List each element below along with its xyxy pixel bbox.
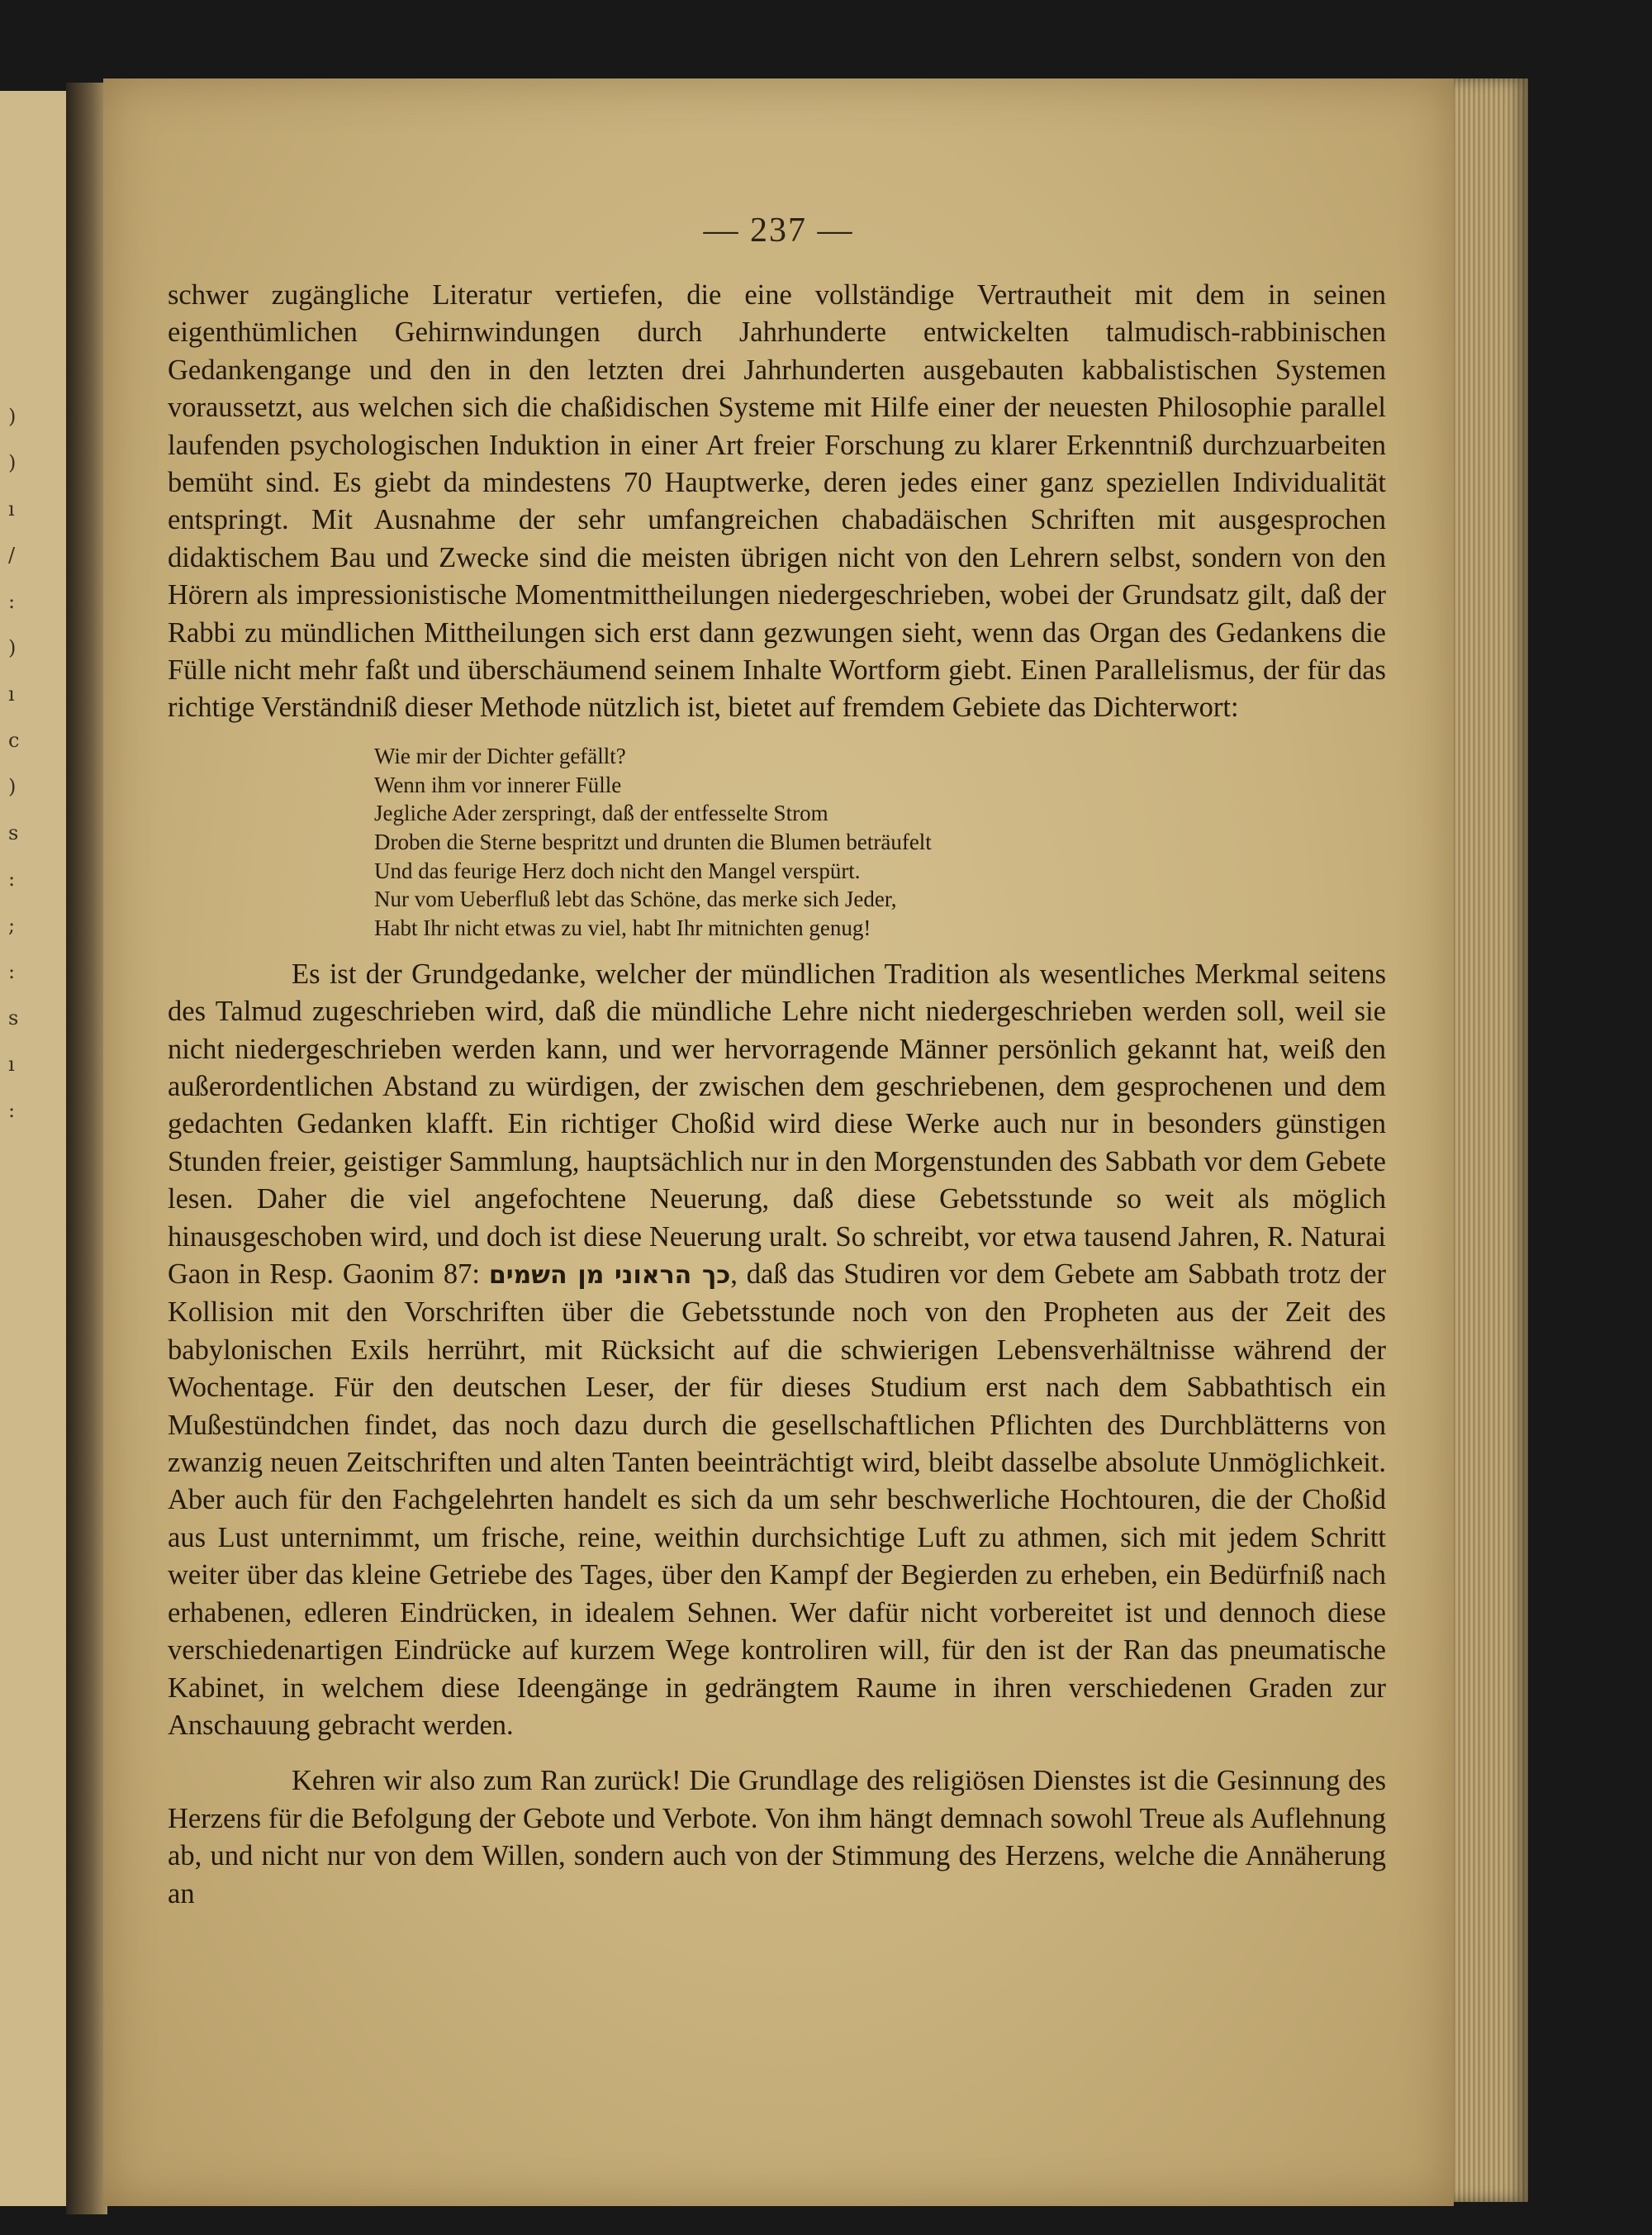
margin-mark: s xyxy=(8,1006,19,1030)
paragraph-3: Kehren wir also zum Ran zurück! Die Grundlage des religiösen Dienstes ist die Gesinnung des Herzens für die Befolgung der Gebote und Verbote. Von ihm hängt demnach sowohl Treue als Auflehnung ab, und nicht nur von dem Willen, sondern auch von der Stimmung des Herzens, welche die Annäherung an xyxy=(168,1765,1386,1909)
poem-line: Droben die Sterne bespritzt und drunten die Blumen beträufelt xyxy=(374,829,932,854)
paragraph-2-text-b: , daß das Studiren vor dem Gebete am Sabbath trotz der Kollision mit den Vorschriften über die Gebetsstunde noch von den Propheten aus der Zeit des babylonischen Exils herrührt, mit Rücksicht auf die schwierigen Lebensverhältnisse während der Wochentage. Für den deutschen Leser, der für dieses Studium erst nach dem Sabbathtisch ein Mußestündchen findet, das noch dazu durch die gesellschaftlichen Pflichten des Durchblätterns von zwanzig neuen Zeitschriften und alten Tanten beeinträchtigt wird, bleibt dasselbe absolute Unmöglichkeit. Aber auch für den Fachgelehrten handelt es sich da um sehr beschwerliche Hochtouren, die der Choßid aus Lust unternimmt, um frische, reine, weithin durchsichtige Luft zu athmen, sich mit jedem Schritt weiter über das kleine Getriebe des Tages, über den Kampf der Begierden zu erheben, ein Bedürfniß nach erhabenen, edleren Eindrücken, in idealem Sehnen. Wer dafür nicht vorbereitet ist und dennoch diese verschiedenartigen Eindrücke auf kurzem Wege kontroliren will, für den ist der Ran das pneumatische Kabinet, in welchem diese Ideengänge in gedrängtem Raume in ihren verschiedenen Graden zur Anschauung gebracht werden. xyxy=(168,1258,1387,1741)
margin-mark: / xyxy=(8,544,16,567)
margin-mark: ı xyxy=(8,682,15,706)
left-page-margin-marks xyxy=(8,405,50,1145)
book-gutter xyxy=(66,83,107,2214)
left-page-edge xyxy=(0,91,69,2206)
margin-mark: ) xyxy=(8,451,17,474)
margin-mark: : xyxy=(8,590,16,613)
page-edges xyxy=(1450,78,1528,2202)
poem-line: Habt Ihr nicht etwas zu viel, habt Ihr mitnichten genug! xyxy=(374,915,871,941)
margin-mark: ı xyxy=(8,1053,15,1076)
poem-line: Wenn ihm vor innerer Fülle xyxy=(374,772,622,797)
margin-mark: ; xyxy=(8,914,16,937)
poem-quote xyxy=(374,742,1386,943)
poem-line: Und das feurige Herz doch nicht den Mangel verspürt. xyxy=(374,858,861,883)
margin-mark: ı xyxy=(8,497,15,521)
margin-mark: : xyxy=(8,1099,16,1122)
hebrew-quote: כך הראוני מן השמים xyxy=(488,1261,731,1291)
margin-mark: s xyxy=(8,821,19,844)
margin-mark: c xyxy=(8,729,20,752)
paragraph-2 xyxy=(168,956,1386,1745)
page-number: — 237 — xyxy=(703,212,854,250)
margin-mark: : xyxy=(8,960,16,983)
margin-mark: ) xyxy=(8,775,17,798)
paragraph-2-text-a: Es ist der Grundgedanke, welcher der mündlichen Tradition als wesentliches Merkmal seitens des Talmud zugeschrieben wird, daß die mündliche Lehre nicht niedergeschrieben werden soll, weil sie nicht niedergeschrieben werden kann, und wer hervorragende Männer persönlich gekannt hat, weiß den außerordentlichen Abstand zu würdigen, der zwischen dem geschriebenen, dem gesprochenen und dem gedachten Gedanken klafft. Ein richtiger Choßid wird diese Werke auch nur in besonders günstigen Stunden freier, geistiger Sammlung, hauptsächlich nur in den Morgenstunden des Sabbath vor dem Gebete lesen. Daher die viel angefochtene Neuerung, daß diese Gebetsstunde so weit als möglich hinausgeschoben wird, und doch ist diese Neuerung uralt. So schreibt, vor etwa tausend Jahren, R. Naturai Gaon in Resp. Gaonim 87: xyxy=(168,958,1386,1291)
paragraph-1: schwer zugängliche Literatur vertiefen, die eine vollständige Vertrautheit mit dem in seinen eigenthümlichen Gehirnwindungen durch Jahrhunderte entwickelten talmudisch-rabbinischen Gedankengange und den in den letzten drei Jahrhunderten ausgebauten kabbalistischen Systemen voraussetzt, aus welchen sich die chaßidischen Systeme mit Hilfe einer der neuesten Philosophie parallel laufenden psychologischen Induktion in einer Art freier Forschung zu klarer Erkenntniß durchzuarbeiten bemüht sind. Es giebt da mindestens 70 Hauptwerke, deren jedes einer ganz speziellen Individualität entspringt. Mit Ausnahme der sehr umfangreichen chabadäischen Schriften mit ausgesprochen didaktischem Bau und Zwecke sind die meisten übrigen nicht von den Lehrern selbst, sondern von den Hörern als impressionistische Momentmittheilungen niedergeschrieben, wobei der Grundsatz gilt, daß der Rabbi zu mündlichen Mittheilungen sich erst dann gezwungen sieht, wenn das Organ des Gedankens die Fülle nicht mehr faßt und überschäumend seinem Inhalte Wortform giebt. Einen Parallelismus, der für das richtige Verständniß dieser Methode nützlich ist, bietet auf fremdem Gebiete das Dichterwort: xyxy=(168,279,1386,724)
poem-line: Jegliche Ader zerspringt, daß der entfesselte Strom xyxy=(374,801,828,826)
margin-mark: : xyxy=(8,868,16,891)
margin-mark: ) xyxy=(8,636,17,659)
book-page xyxy=(103,78,1454,2206)
margin-mark: ) xyxy=(8,405,17,428)
poem-line: Nur vom Ueberfluß lebt das Schöne, das merke sich Jeder, xyxy=(374,887,897,912)
poem-line: Wie mir der Dichter gefällt? xyxy=(374,743,626,768)
page-body xyxy=(168,277,1386,1913)
